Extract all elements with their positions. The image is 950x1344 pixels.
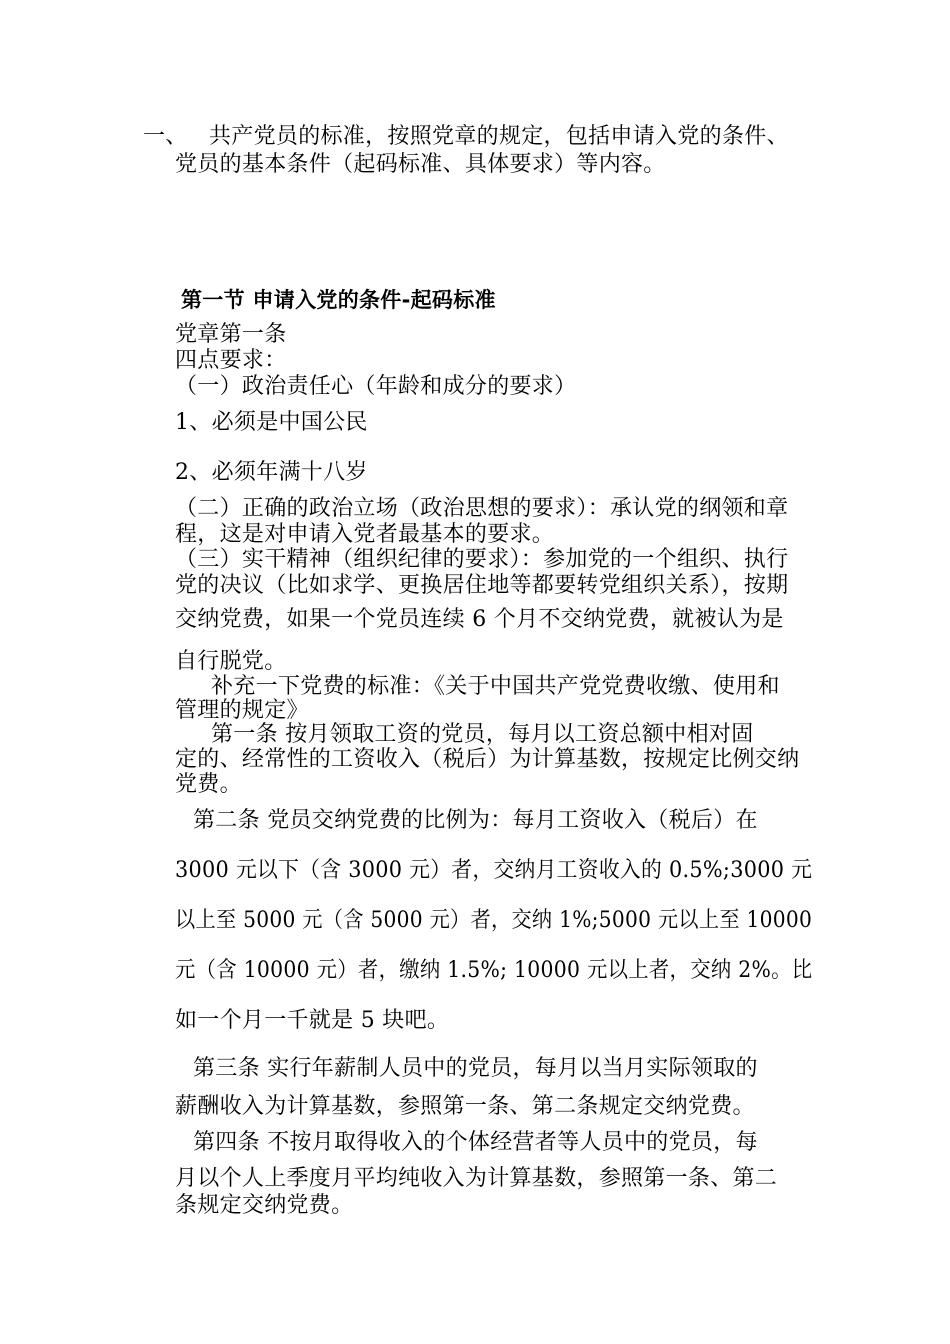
list-item: 2、必须年满十八岁: [175, 460, 368, 485]
intro-text-line: 共产党员的标准，按照党章的规定，包括申请入党的条件、: [209, 124, 789, 149]
body-line: 党的决议（比如求学、更换居住地等都要转党组织关系），按期: [175, 573, 789, 598]
body-line: 薪酬收入为计算基数，参照第一条、第二条规定交纳党费。: [175, 1094, 755, 1119]
body-line: 程，这是对申请入党者最基本的要求。: [175, 522, 555, 547]
body-line: 以上至 5000 元（含 5000 元）者，交纳 1%;5000 元以上至 10000: [175, 908, 813, 933]
body-line: 定的、经常性的工资收入（税后）为计算基数，按规定比例交纳: [175, 747, 800, 772]
body-line: 补充一下党费的标准：《关于中国共产党党费收缴、使用和: [211, 674, 780, 699]
body-line: （三）实干精神（组织纪律的要求）：参加党的一个组织、执行: [175, 547, 789, 572]
section-heading: 第一节 申请入党的条件-起码标准: [181, 288, 496, 312]
body-line: 3000 元以下（含 3000 元）者，交纳月工资收入的 0.5%;3000 元: [175, 858, 813, 883]
body-line: 月以个人上季度月平均纯收入为计算基数，参照第一条、第二: [175, 1166, 778, 1191]
body-line: 元（含 10000 元）者，缴纳 1.5%; 10000 元以上者，交纳 2%。比: [175, 958, 813, 983]
body-line: （一）政治责任心（年龄和成分的要求）: [175, 374, 577, 399]
body-line: 交纳党费，如果一个党员连续 6 个月不交纳党费，就被认为是: [175, 607, 784, 632]
body-line: 条规定交纳党费。: [175, 1193, 354, 1218]
body-line: 党章第一条: [175, 322, 287, 347]
body-line: 管理的规定》: [175, 698, 309, 723]
intro-text-line: 党员的基本条件（起码标准、具体要求）等内容。: [175, 152, 666, 177]
body-line: 自行脱党。: [175, 649, 287, 674]
body-line: 四点要求：: [175, 348, 287, 373]
body-line: 如一个月一千就是 5 块吧。: [175, 1008, 450, 1033]
body-line: 第四条 不按月取得收入的个体经营者等人员中的党员，每: [193, 1130, 758, 1155]
body-line: 第二条 党员交纳党费的比例为：每月工资收入（税后）在: [193, 808, 758, 833]
intro-marker: 一、: [143, 124, 188, 149]
body-line: 党费。: [175, 772, 242, 797]
body-line: 第一条 按月领取工资的党员，每月以工资总额中相对固: [211, 722, 754, 747]
list-item: 1、必须是中国公民: [175, 410, 368, 435]
body-line: （二）正确的政治立场（政治思想的要求）：承认党的纲领和章: [175, 496, 789, 521]
body-line: 第三条 实行年薪制人员中的党员，每月以当月实际领取的: [193, 1056, 758, 1081]
